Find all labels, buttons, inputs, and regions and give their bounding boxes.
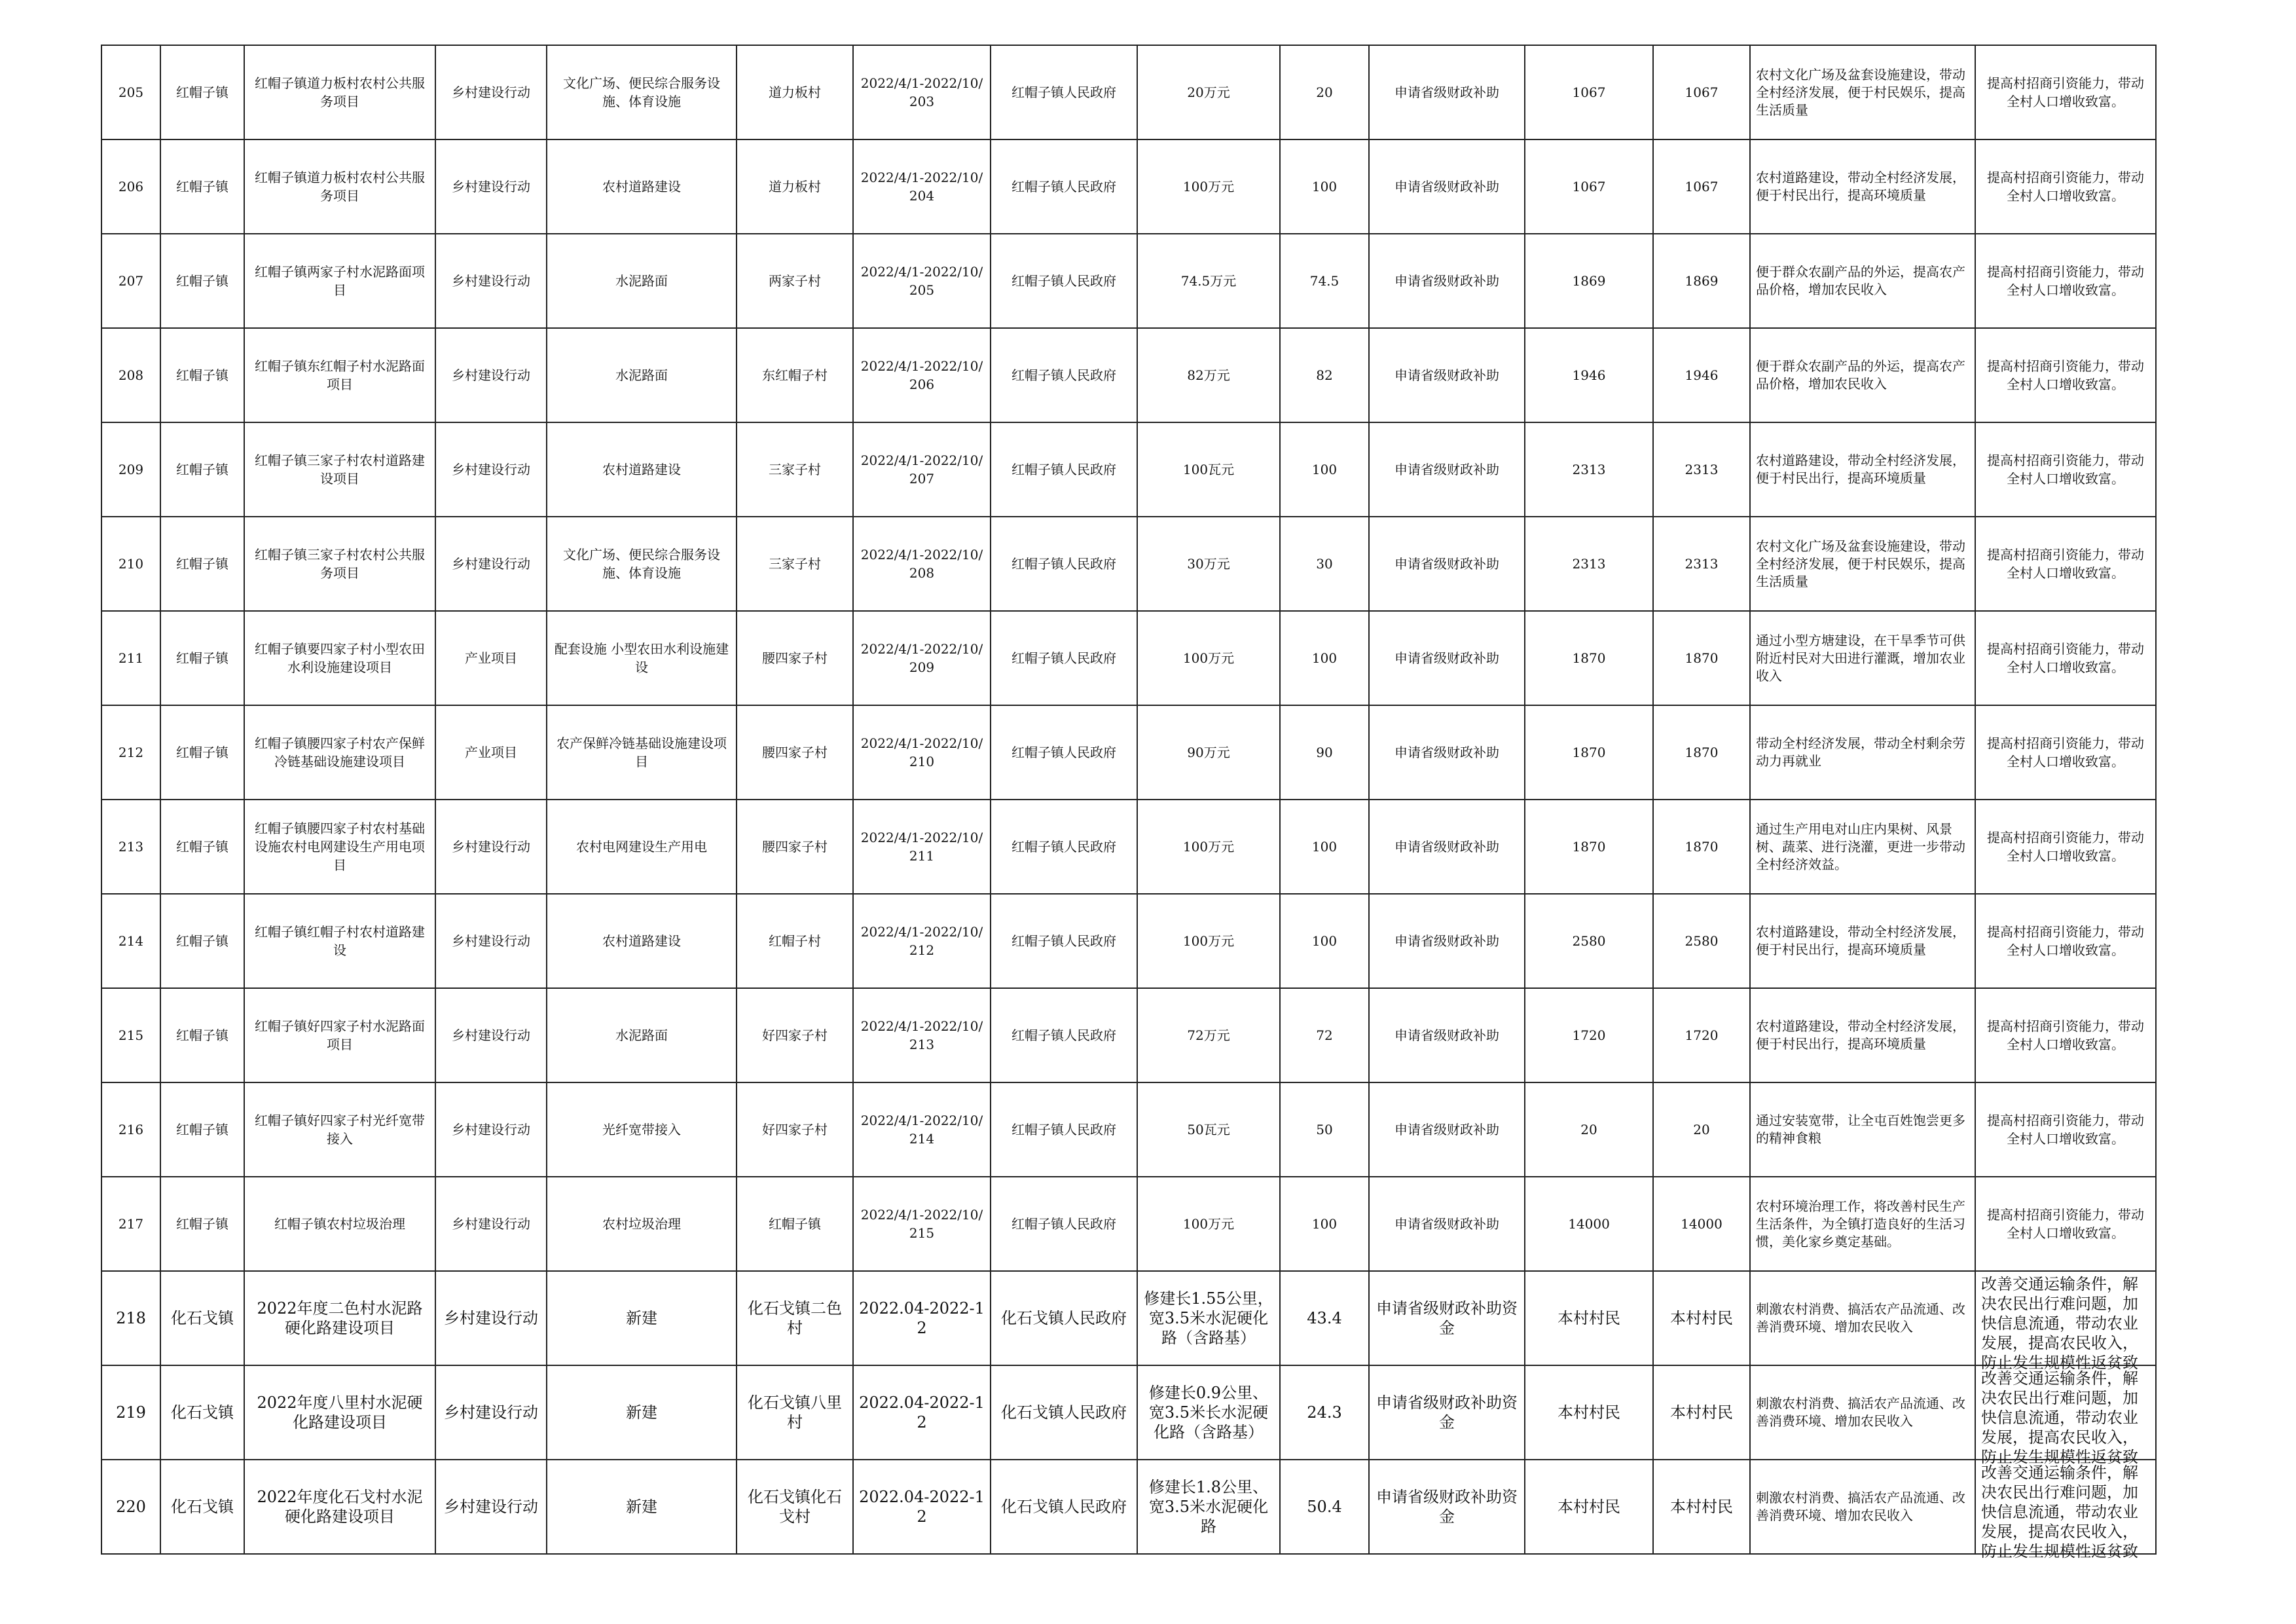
project-name-cell: 红帽子镇要四家子村小型农田水利设施建设项目	[244, 611, 435, 705]
responsible-unit-cell: 红帽子镇人民政府	[991, 1082, 1137, 1177]
goal-cell: 提高村招商引资能力，带动全村人口增收致富。	[1975, 422, 2156, 517]
beneficiaries-poor-cell: 2313	[1653, 517, 1750, 611]
funding-source-cell: 申请省级财政补助	[1369, 988, 1525, 1082]
construction-content-cell: 水泥路面	[547, 234, 737, 328]
row-number-cell: 210	[101, 517, 160, 611]
project-name-cell: 红帽子镇红帽子村农村道路建设	[244, 894, 435, 988]
category-cell: 乡村建设行动	[435, 894, 547, 988]
funds-cell: 100	[1280, 611, 1369, 705]
impact-cell: 刺激农村消费、搞活农产品流通、改善消费环境、增加农民收入	[1750, 1460, 1975, 1554]
beneficiaries-cell: 本村村民	[1525, 1365, 1653, 1460]
table-row	[101, 1460, 2156, 1554]
scale-cell: 74.5万元	[1137, 234, 1280, 328]
category-cell: 乡村建设行动	[435, 1460, 547, 1554]
beneficiaries-poor-cell: 本村村民	[1653, 1365, 1750, 1460]
project-name-cell: 红帽子镇好四家子村光纤宽带接入	[244, 1082, 435, 1177]
impact-cell: 通过生产用电对山庄内果树、风景树、蔬菜、进行浇灌，更进一步带动全村经济效益。	[1750, 800, 1975, 894]
table-row	[101, 800, 2156, 894]
goal-cell: 提高村招商引资能力，带动全村人口增收致富。	[1975, 800, 2156, 894]
beneficiaries-cell: 20	[1525, 1082, 1653, 1177]
construction-content-cell: 配套设施 小型农田水利设施建设	[547, 611, 737, 705]
location-cell: 好四家子村	[737, 988, 853, 1082]
town-cell: 红帽子镇	[160, 422, 244, 517]
location-cell: 腰四家子村	[737, 611, 853, 705]
period-cell: 2022.04-2022-12	[853, 1365, 991, 1460]
construction-content-cell: 新建	[547, 1271, 737, 1365]
funding-source-cell: 申请省级财政补助	[1369, 45, 1525, 139]
town-cell: 红帽子镇	[160, 234, 244, 328]
beneficiaries-poor-cell: 1869	[1653, 234, 1750, 328]
beneficiaries-poor-cell: 2313	[1653, 422, 1750, 517]
funding-source-cell: 申请省级财政补助	[1369, 800, 1525, 894]
funds-cell: 82	[1280, 328, 1369, 422]
row-number-cell: 220	[101, 1460, 160, 1554]
category-cell: 乡村建设行动	[435, 1365, 547, 1460]
funds-cell: 43.4	[1280, 1271, 1369, 1365]
category-cell: 乡村建设行动	[435, 328, 547, 422]
impact-cell: 农村道路建设，带动全村经济发展，便于村民出行，提高环境质量	[1750, 894, 1975, 988]
impact-cell: 农村文化广场及盆套设施建设，带动全村经济发展，便于村民娱乐，提高生活质量	[1750, 517, 1975, 611]
project-name-cell: 红帽子镇道力板村农村公共服务项目	[244, 139, 435, 234]
scale-cell: 82万元	[1137, 328, 1280, 422]
impact-cell: 刺激农村消费、搞活农产品流通、改善消费环境、增加农民收入	[1750, 1271, 1975, 1365]
funds-cell: 74.5	[1280, 234, 1369, 328]
responsible-unit-cell: 红帽子镇人民政府	[991, 45, 1137, 139]
scale-cell: 100万元	[1137, 800, 1280, 894]
period-cell: 2022/4/1-2022/10/206	[853, 328, 991, 422]
beneficiaries-poor-cell: 本村村民	[1653, 1460, 1750, 1554]
construction-content-cell: 新建	[547, 1460, 737, 1554]
impact-cell: 农村文化广场及盆套设施建设，带动全村经济发展，便于村民娱乐，提高生活质量	[1750, 45, 1975, 139]
funds-cell: 100	[1280, 894, 1369, 988]
period-cell: 2022/4/1-2022/10/209	[853, 611, 991, 705]
construction-content-cell: 农村电网建设生产用电	[547, 800, 737, 894]
beneficiaries-poor-cell: 1870	[1653, 705, 1750, 800]
scale-cell: 30万元	[1137, 517, 1280, 611]
construction-content-cell: 农村垃圾治理	[547, 1177, 737, 1271]
project-name-cell: 2022年度化石戈村水泥硬化路建设项目	[244, 1460, 435, 1554]
location-cell: 三家子村	[737, 422, 853, 517]
project-name-cell: 红帽子镇腰四家子村农村基础设施农村电网建设生产用电项目	[244, 800, 435, 894]
goal-cell: 提高村招商引资能力，带动全村人口增收致富。	[1975, 611, 2156, 705]
funding-source-cell: 申请省级财政补助资金	[1369, 1460, 1525, 1554]
beneficiaries-poor-cell: 1946	[1653, 328, 1750, 422]
location-cell: 两家子村	[737, 234, 853, 328]
goal-cell: 提高村招商引资能力，带动全村人口增收致富。	[1975, 1177, 2156, 1271]
scale-cell: 100万元	[1137, 1177, 1280, 1271]
period-cell: 2022/4/1-2022/10/211	[853, 800, 991, 894]
responsible-unit-cell: 红帽子镇人民政府	[991, 1177, 1137, 1271]
impact-cell: 农村环境治理工作，将改善村民生产生活条件，为全镇打造良好的生活习惯，美化家乡奠定基础。	[1750, 1177, 1975, 1271]
responsible-unit-cell: 红帽子镇人民政府	[991, 705, 1137, 800]
impact-cell: 通过小型方塘建设，在干旱季节可供附近村民对大田进行灌溉，增加农业收入	[1750, 611, 1975, 705]
impact-cell: 农村道路建设，带动全村经济发展，便于村民出行，提高环境质量	[1750, 422, 1975, 517]
funding-source-cell: 申请省级财政补助	[1369, 139, 1525, 234]
responsible-unit-cell: 化石戈镇人民政府	[991, 1460, 1137, 1554]
table-row	[101, 705, 2156, 800]
table-row	[101, 422, 2156, 517]
category-cell: 乡村建设行动	[435, 988, 547, 1082]
category-cell: 乡村建设行动	[435, 1082, 547, 1177]
table-row	[101, 1365, 2156, 1460]
table-row	[101, 611, 2156, 705]
category-cell: 乡村建设行动	[435, 139, 547, 234]
funding-source-cell: 申请省级财政补助资金	[1369, 1365, 1525, 1460]
period-cell: 2022/4/1-2022/10/205	[853, 234, 991, 328]
beneficiaries-poor-cell: 本村村民	[1653, 1271, 1750, 1365]
construction-content-cell: 农产保鲜冷链基础设施建设项目	[547, 705, 737, 800]
beneficiaries-poor-cell: 14000	[1653, 1177, 1750, 1271]
period-cell: 2022/4/1-2022/10/212	[853, 894, 991, 988]
scale-cell: 100瓦元	[1137, 422, 1280, 517]
row-number-cell: 212	[101, 705, 160, 800]
goal-cell: 提高村招商引资能力，带动全村人口增收致富。	[1975, 705, 2156, 800]
row-number-cell: 217	[101, 1177, 160, 1271]
period-cell: 2022/4/1-2022/10/215	[853, 1177, 991, 1271]
goal-text: 改善交通运输条件，解决农民出行难问题，加快信息流通，带动农业发展，提高农民收入，防止发生规模性返贫致	[1981, 1369, 2138, 1466]
town-cell: 红帽子镇	[160, 1177, 244, 1271]
town-cell: 红帽子镇	[160, 1082, 244, 1177]
scale-cell: 100万元	[1137, 139, 1280, 234]
construction-content-cell: 新建	[547, 1365, 737, 1460]
beneficiaries-cell: 1870	[1525, 611, 1653, 705]
project-name-cell: 红帽子镇东红帽子村水泥路面项目	[244, 328, 435, 422]
table-row	[101, 1177, 2156, 1271]
town-cell: 红帽子镇	[160, 988, 244, 1082]
table-row	[101, 328, 2156, 422]
project-name-cell: 红帽子镇农村垃圾治理	[244, 1177, 435, 1271]
funding-source-cell: 申请省级财政补助资金	[1369, 1271, 1525, 1365]
responsible-unit-cell: 红帽子镇人民政府	[991, 988, 1137, 1082]
category-cell: 乡村建设行动	[435, 1177, 547, 1271]
category-cell: 乡村建设行动	[435, 800, 547, 894]
beneficiaries-poor-cell: 1870	[1653, 800, 1750, 894]
beneficiaries-poor-cell: 1870	[1653, 611, 1750, 705]
funds-cell: 30	[1280, 517, 1369, 611]
responsible-unit-cell: 红帽子镇人民政府	[991, 139, 1137, 234]
town-cell: 红帽子镇	[160, 800, 244, 894]
project-name-cell: 红帽子镇腰四家子村农产保鲜冷链基础设施建设项目	[244, 705, 435, 800]
scale-cell: 72万元	[1137, 988, 1280, 1082]
construction-content-cell: 农村道路建设	[547, 139, 737, 234]
town-cell: 红帽子镇	[160, 45, 244, 139]
construction-content-cell: 水泥路面	[547, 328, 737, 422]
location-cell: 腰四家子村	[737, 800, 853, 894]
beneficiaries-poor-cell: 1720	[1653, 988, 1750, 1082]
row-number-cell: 211	[101, 611, 160, 705]
location-cell: 道力板村	[737, 139, 853, 234]
funds-cell: 90	[1280, 705, 1369, 800]
responsible-unit-cell: 红帽子镇人民政府	[991, 800, 1137, 894]
location-cell: 化石戈镇二色村	[737, 1271, 853, 1365]
scale-cell: 修建长1.55公里，宽3.5米水泥硬化路（含路基）	[1137, 1271, 1280, 1365]
period-cell: 2022/4/1-2022/10/210	[853, 705, 991, 800]
table-row	[101, 1082, 2156, 1177]
row-number-cell: 214	[101, 894, 160, 988]
funding-source-cell: 申请省级财政补助	[1369, 894, 1525, 988]
row-number-cell: 215	[101, 988, 160, 1082]
category-cell: 产业项目	[435, 705, 547, 800]
category-cell: 产业项目	[435, 611, 547, 705]
funds-cell: 72	[1280, 988, 1369, 1082]
responsible-unit-cell: 红帽子镇人民政府	[991, 517, 1137, 611]
row-number-cell: 205	[101, 45, 160, 139]
impact-cell: 通过安装宽带，让全屯百姓饱尝更多的精神食粮	[1750, 1082, 1975, 1177]
table-row	[101, 1271, 2156, 1365]
location-cell: 化石戈镇八里村	[737, 1365, 853, 1460]
category-cell: 乡村建设行动	[435, 1271, 547, 1365]
scale-cell: 修建长1.8公里、宽3.5米水泥硬化路	[1137, 1460, 1280, 1554]
table-row	[101, 517, 2156, 611]
location-cell: 化石戈镇化石戈村	[737, 1460, 853, 1554]
location-cell: 道力板村	[737, 45, 853, 139]
location-cell: 好四家子村	[737, 1082, 853, 1177]
impact-cell: 便于群众农副产品的外运，提高农产品价格，增加农民收入	[1750, 328, 1975, 422]
town-cell: 红帽子镇	[160, 705, 244, 800]
impact-cell: 农村道路建设，带动全村经济发展，便于村民出行，提高环境质量	[1750, 988, 1975, 1082]
project-name-cell: 红帽子镇两家子村水泥路面项目	[244, 234, 435, 328]
project-name-cell: 红帽子镇三家子村农村公共服务项目	[244, 517, 435, 611]
funds-cell: 100	[1280, 1177, 1369, 1271]
project-name-cell: 红帽子镇三家子村农村道路建设项目	[244, 422, 435, 517]
row-number-cell: 209	[101, 422, 160, 517]
town-cell: 红帽子镇	[160, 611, 244, 705]
category-cell: 乡村建设行动	[435, 422, 547, 517]
construction-content-cell: 农村道路建设	[547, 894, 737, 988]
goal-text: 改善交通运输条件，解决农民出行难问题，加快信息流通，带动农业发展，提高农民收入，防止发生规模性返贫致	[1981, 1275, 2138, 1372]
scale-cell: 20万元	[1137, 45, 1280, 139]
construction-content-cell: 水泥路面	[547, 988, 737, 1082]
table-row	[101, 234, 2156, 328]
period-cell: 2022/4/1-2022/10/213	[853, 988, 991, 1082]
row-number-cell: 213	[101, 800, 160, 894]
impact-cell: 刺激农村消费、搞活农产品流通、改善消费环境、增加农民收入	[1750, 1365, 1975, 1460]
beneficiaries-cell: 1067	[1525, 45, 1653, 139]
beneficiaries-cell: 本村村民	[1525, 1271, 1653, 1365]
impact-cell: 农村道路建设，带动全村经济发展，便于村民出行，提高环境质量	[1750, 139, 1975, 234]
goal-cell: 提高村招商引资能力，带动全村人口增收致富。	[1975, 1082, 2156, 1177]
funds-cell: 50	[1280, 1082, 1369, 1177]
row-number-cell: 207	[101, 234, 160, 328]
table-row	[101, 139, 2156, 234]
location-cell: 红帽子村	[737, 894, 853, 988]
period-cell: 2022/4/1-2022/10/208	[853, 517, 991, 611]
funds-cell: 50.4	[1280, 1460, 1369, 1554]
funding-source-cell: 申请省级财政补助	[1369, 234, 1525, 328]
category-cell: 乡村建设行动	[435, 45, 547, 139]
beneficiaries-poor-cell: 1067	[1653, 45, 1750, 139]
goal-cell: 提高村招商引资能力，带动全村人口增收致富。	[1975, 45, 2156, 139]
funds-cell: 24.3	[1280, 1365, 1369, 1460]
funding-source-cell: 申请省级财政补助	[1369, 1177, 1525, 1271]
project-name-cell: 2022年度二色村水泥路硬化路建设项目	[244, 1271, 435, 1365]
funding-source-cell: 申请省级财政补助	[1369, 705, 1525, 800]
funding-source-cell: 申请省级财政补助	[1369, 517, 1525, 611]
goal-cell: 提高村招商引资能力，带动全村人口增收致富。	[1975, 234, 2156, 328]
goal-cell: 提高村招商引资能力，带动全村人口增收致富。	[1975, 139, 2156, 234]
beneficiaries-cell: 本村村民	[1525, 1460, 1653, 1554]
location-cell: 腰四家子村	[737, 705, 853, 800]
town-cell: 红帽子镇	[160, 328, 244, 422]
goal-text: 改善交通运输条件，解决农民出行难问题，加快信息流通，带动农业发展，提高农民收入，防止发生规模性返贫致	[1981, 1464, 2138, 1560]
responsible-unit-cell: 红帽子镇人民政府	[991, 894, 1137, 988]
period-cell: 2022/4/1-2022/10/214	[853, 1082, 991, 1177]
scale-cell: 100万元	[1137, 611, 1280, 705]
funding-source-cell: 申请省级财政补助	[1369, 611, 1525, 705]
impact-cell: 带动全村经济发展，带动全村剩余劳动力再就业	[1750, 705, 1975, 800]
row-number-cell: 218	[101, 1271, 160, 1365]
town-cell: 红帽子镇	[160, 894, 244, 988]
project-table	[101, 45, 2157, 1560]
row-number-cell: 216	[101, 1082, 160, 1177]
goal-cell	[1975, 1365, 2156, 1466]
row-number-cell: 219	[101, 1365, 160, 1460]
project-name-cell: 红帽子镇道力板村农村公共服务项目	[244, 45, 435, 139]
period-cell: 2022/4/1-2022/10/207	[853, 422, 991, 517]
beneficiaries-cell: 1067	[1525, 139, 1653, 234]
location-cell: 三家子村	[737, 517, 853, 611]
funds-cell: 100	[1280, 800, 1369, 894]
town-cell: 红帽子镇	[160, 517, 244, 611]
row-number-cell: 206	[101, 139, 160, 234]
beneficiaries-poor-cell: 20	[1653, 1082, 1750, 1177]
table-body	[101, 45, 2156, 1560]
table-row	[101, 894, 2156, 988]
project-name-cell: 红帽子镇好四家子村水泥路面项目	[244, 988, 435, 1082]
scale-cell: 90万元	[1137, 705, 1280, 800]
goal-cell: 提高村招商引资能力，带动全村人口增收致富。	[1975, 517, 2156, 611]
funds-cell: 20	[1280, 45, 1369, 139]
beneficiaries-cell: 1870	[1525, 705, 1653, 800]
row-number-cell: 208	[101, 328, 160, 422]
responsible-unit-cell: 化石戈镇人民政府	[991, 1271, 1137, 1365]
responsible-unit-cell: 红帽子镇人民政府	[991, 234, 1137, 328]
beneficiaries-poor-cell: 1067	[1653, 139, 1750, 234]
table-row	[101, 45, 2156, 139]
construction-content-cell: 光纤宽带接入	[547, 1082, 737, 1177]
location-cell: 东红帽子村	[737, 328, 853, 422]
beneficiaries-cell: 1720	[1525, 988, 1653, 1082]
impact-cell: 便于群众农副产品的外运，提高农产品价格，增加农民收入	[1750, 234, 1975, 328]
beneficiaries-poor-cell: 2580	[1653, 894, 1750, 988]
responsible-unit-cell: 红帽子镇人民政府	[991, 611, 1137, 705]
scale-cell: 100万元	[1137, 894, 1280, 988]
funding-source-cell: 申请省级财政补助	[1369, 328, 1525, 422]
responsible-unit-cell: 红帽子镇人民政府	[991, 328, 1137, 422]
construction-content-cell: 文化广场、便民综合服务设施、体育设施	[547, 517, 737, 611]
scale-cell: 50瓦元	[1137, 1082, 1280, 1177]
funding-source-cell: 申请省级财政补助	[1369, 1082, 1525, 1177]
town-cell: 化石戈镇	[160, 1271, 244, 1365]
period-cell: 2022/4/1-2022/10/204	[853, 139, 991, 234]
beneficiaries-cell: 1869	[1525, 234, 1653, 328]
beneficiaries-cell: 2580	[1525, 894, 1653, 988]
beneficiaries-cell: 2313	[1525, 517, 1653, 611]
construction-content-cell: 农村道路建设	[547, 422, 737, 517]
town-cell: 化石戈镇	[160, 1365, 244, 1460]
goal-cell: 提高村招商引资能力，带动全村人口增收致富。	[1975, 894, 2156, 988]
funding-source-cell: 申请省级财政补助	[1369, 422, 1525, 517]
scale-cell: 修建长0.9公里、宽3.5米长水泥硬化路（含路基）	[1137, 1365, 1280, 1460]
period-cell: 2022.04-2022-12	[853, 1271, 991, 1365]
responsible-unit-cell: 红帽子镇人民政府	[991, 422, 1137, 517]
beneficiaries-cell: 1870	[1525, 800, 1653, 894]
funds-cell: 100	[1280, 422, 1369, 517]
beneficiaries-cell: 1946	[1525, 328, 1653, 422]
category-cell: 乡村建设行动	[435, 517, 547, 611]
goal-cell: 提高村招商引资能力，带动全村人口增收致富。	[1975, 988, 2156, 1082]
responsible-unit-cell: 化石戈镇人民政府	[991, 1365, 1137, 1460]
funds-cell: 100	[1280, 139, 1369, 234]
location-cell: 红帽子镇	[737, 1177, 853, 1271]
town-cell: 化石戈镇	[160, 1460, 244, 1554]
period-cell: 2022.04-2022-12	[853, 1460, 991, 1554]
goal-cell	[1975, 1271, 2156, 1372]
table-row	[101, 988, 2156, 1082]
town-cell: 红帽子镇	[160, 139, 244, 234]
period-cell: 2022/4/1-2022/10/203	[853, 45, 991, 139]
goal-cell	[1975, 1460, 2156, 1560]
goal-cell: 提高村招商引资能力，带动全村人口增收致富。	[1975, 328, 2156, 422]
construction-content-cell: 文化广场、便民综合服务设施、体育设施	[547, 45, 737, 139]
beneficiaries-cell: 2313	[1525, 422, 1653, 517]
beneficiaries-cell: 14000	[1525, 1177, 1653, 1271]
project-name-cell: 2022年度八里村水泥硬化路建设项目	[244, 1365, 435, 1460]
category-cell: 乡村建设行动	[435, 234, 547, 328]
